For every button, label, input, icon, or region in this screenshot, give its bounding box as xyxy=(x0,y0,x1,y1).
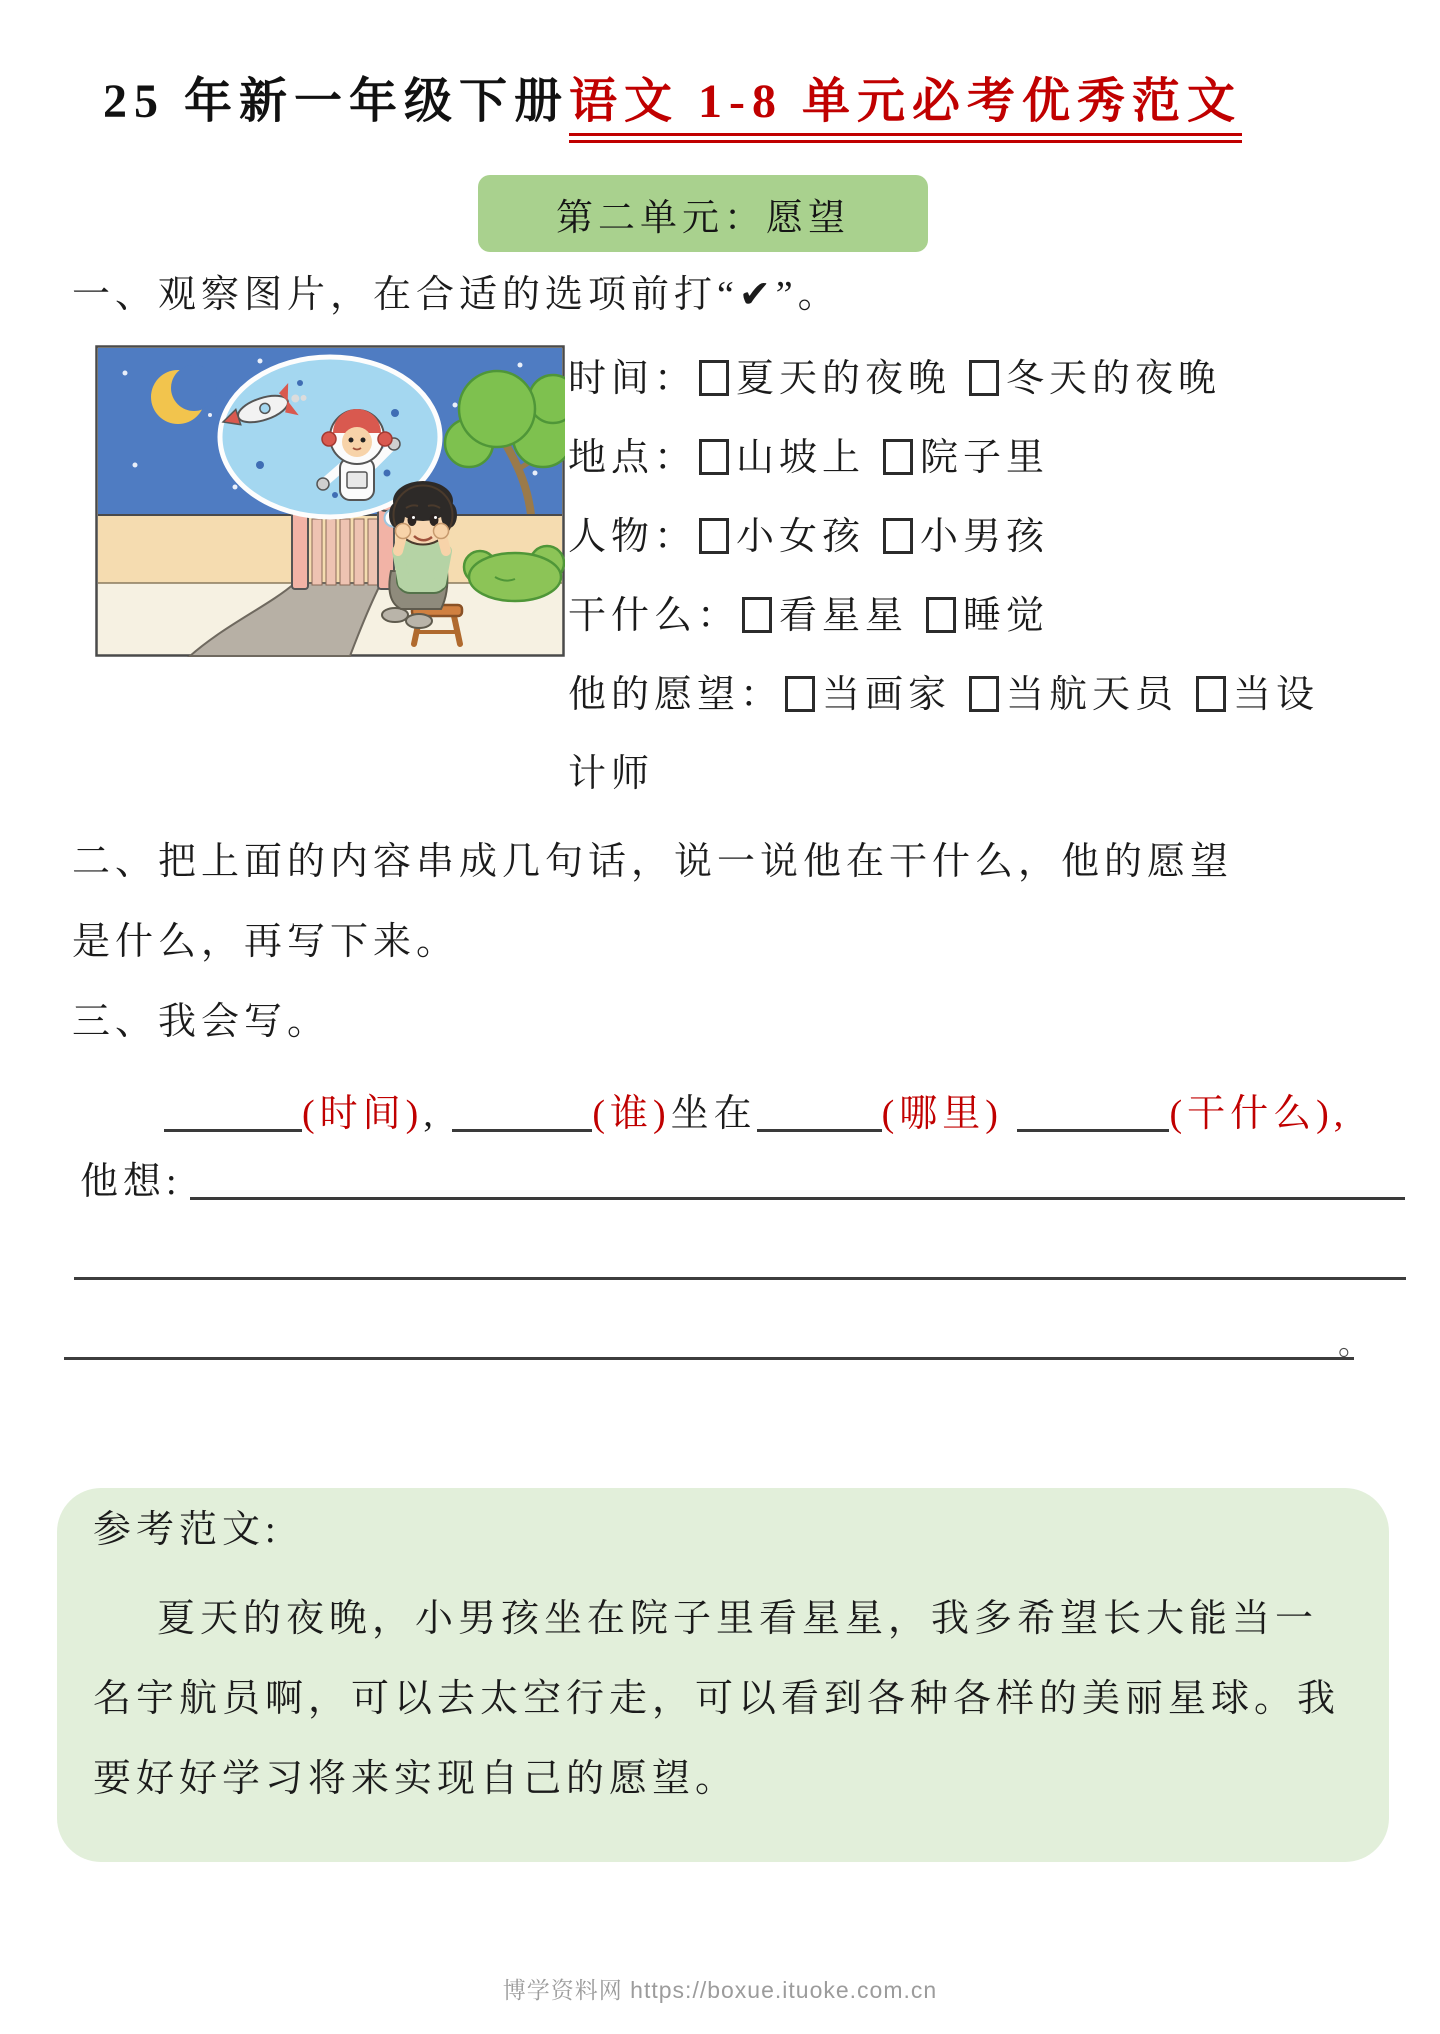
he-thinks-label: 他想: xyxy=(80,1161,182,1203)
he-thinks-line xyxy=(80,1142,1405,1222)
reference-answer-box xyxy=(57,1488,1389,1862)
answer-blank-time[interactable] xyxy=(164,1083,302,1132)
section-two-line2: 是什么，再写下来。 xyxy=(72,921,460,963)
hint-doing: (干什么) xyxy=(1169,1093,1334,1135)
option-choice: 睡觉 xyxy=(963,595,1050,637)
answer-blank-who[interactable] xyxy=(452,1083,592,1132)
section-three-heading: 三、我会写。 xyxy=(72,1001,331,1043)
footer-watermark: 博学资料网 https://boxue.ituoke.com.cn xyxy=(502,1977,938,2003)
writing-line[interactable] xyxy=(74,1277,1406,1280)
option-choice: 夏天的夜晚 xyxy=(736,358,952,400)
option-choice: 当设 xyxy=(1233,674,1320,716)
option-row-wish xyxy=(568,656,1398,735)
reference-line1: 夏天的夜晚，小男孩坐在院子里看星星，我多希望长大能当一 xyxy=(157,1598,1319,1640)
checkbox[interactable] xyxy=(742,597,772,633)
section-two-line1: 二、把上面的内容串成几句话，说一说他在干什么，他的愿望 xyxy=(72,841,1234,883)
comma: , xyxy=(423,1093,438,1135)
answer-blank-doing[interactable] xyxy=(1017,1083,1169,1132)
question-one-options xyxy=(568,340,1398,814)
option-row-person xyxy=(568,498,1398,577)
answer-blank-where[interactable] xyxy=(757,1083,882,1132)
page-title xyxy=(103,62,1242,131)
option-choice: 小女孩 xyxy=(736,516,866,558)
checkbox[interactable] xyxy=(699,518,729,554)
option-row-label: 时间： xyxy=(568,358,698,400)
section-one-heading: 一、观察图片，在合适的选项前打“✔”。 xyxy=(72,274,841,316)
reference-line2: 名宇航员啊，可以去太空行走，可以看到各种各样的美丽星球。我 xyxy=(93,1678,1341,1720)
checkbox[interactable] xyxy=(699,439,729,475)
option-row-doing xyxy=(568,577,1398,656)
option-row-wish-wrap xyxy=(568,735,1398,814)
option-choice: 院子里 xyxy=(920,437,1050,479)
option-choice: 看星星 xyxy=(779,595,909,637)
reference-title: 参考范文: xyxy=(93,1509,281,1551)
page-title-black: 25 年新一年级下册 xyxy=(103,75,570,128)
hint-time: (时间) xyxy=(302,1093,424,1135)
checkbox[interactable] xyxy=(699,360,729,396)
checkbox[interactable] xyxy=(785,676,815,712)
reference-paragraph xyxy=(93,1579,1368,1819)
writing-line[interactable] xyxy=(64,1357,1354,1360)
option-choice: 冬天的夜晚 xyxy=(1006,358,1222,400)
checkbox[interactable] xyxy=(883,439,913,475)
option-row-time xyxy=(568,340,1398,419)
section-two-heading xyxy=(72,822,1233,982)
option-row-label: 他的愿望： xyxy=(568,674,784,716)
reference-line3: 要好好学习将来实现自己的愿望。 xyxy=(93,1758,739,1800)
option-row-place xyxy=(568,419,1398,498)
answer-blank-thought[interactable] xyxy=(190,1151,1405,1200)
checkbox[interactable] xyxy=(926,597,956,633)
hint-who: (谁) xyxy=(592,1093,671,1135)
option-choice: 当航天员 xyxy=(1006,674,1179,716)
checkbox[interactable] xyxy=(1196,676,1226,712)
option-choice: 当画家 xyxy=(822,674,952,716)
option-row-label: 干什么： xyxy=(568,595,741,637)
option-choice: 小男孩 xyxy=(920,516,1050,558)
bush-icon xyxy=(464,546,564,601)
option-row-label: 地点： xyxy=(568,437,698,479)
option-choice: 山坡上 xyxy=(736,437,866,479)
hint-where: (哪里) xyxy=(881,1093,1003,1135)
option-choice-continued: 计师 xyxy=(568,753,655,795)
unit-badge: 第二单元：愿望 xyxy=(478,175,928,252)
scene-illustration xyxy=(95,345,565,657)
option-row-label: 人物： xyxy=(568,516,698,558)
checkbox[interactable] xyxy=(969,676,999,712)
page-title-red-underlined: 语文 1-8 单元必考优秀范文 xyxy=(569,75,1242,143)
sentence-period: 。 xyxy=(1338,1325,1371,1361)
text-sit: 坐在 xyxy=(670,1093,757,1135)
comma-red: , xyxy=(1333,1093,1349,1135)
checkbox[interactable] xyxy=(883,518,913,554)
checkbox[interactable] xyxy=(969,360,999,396)
